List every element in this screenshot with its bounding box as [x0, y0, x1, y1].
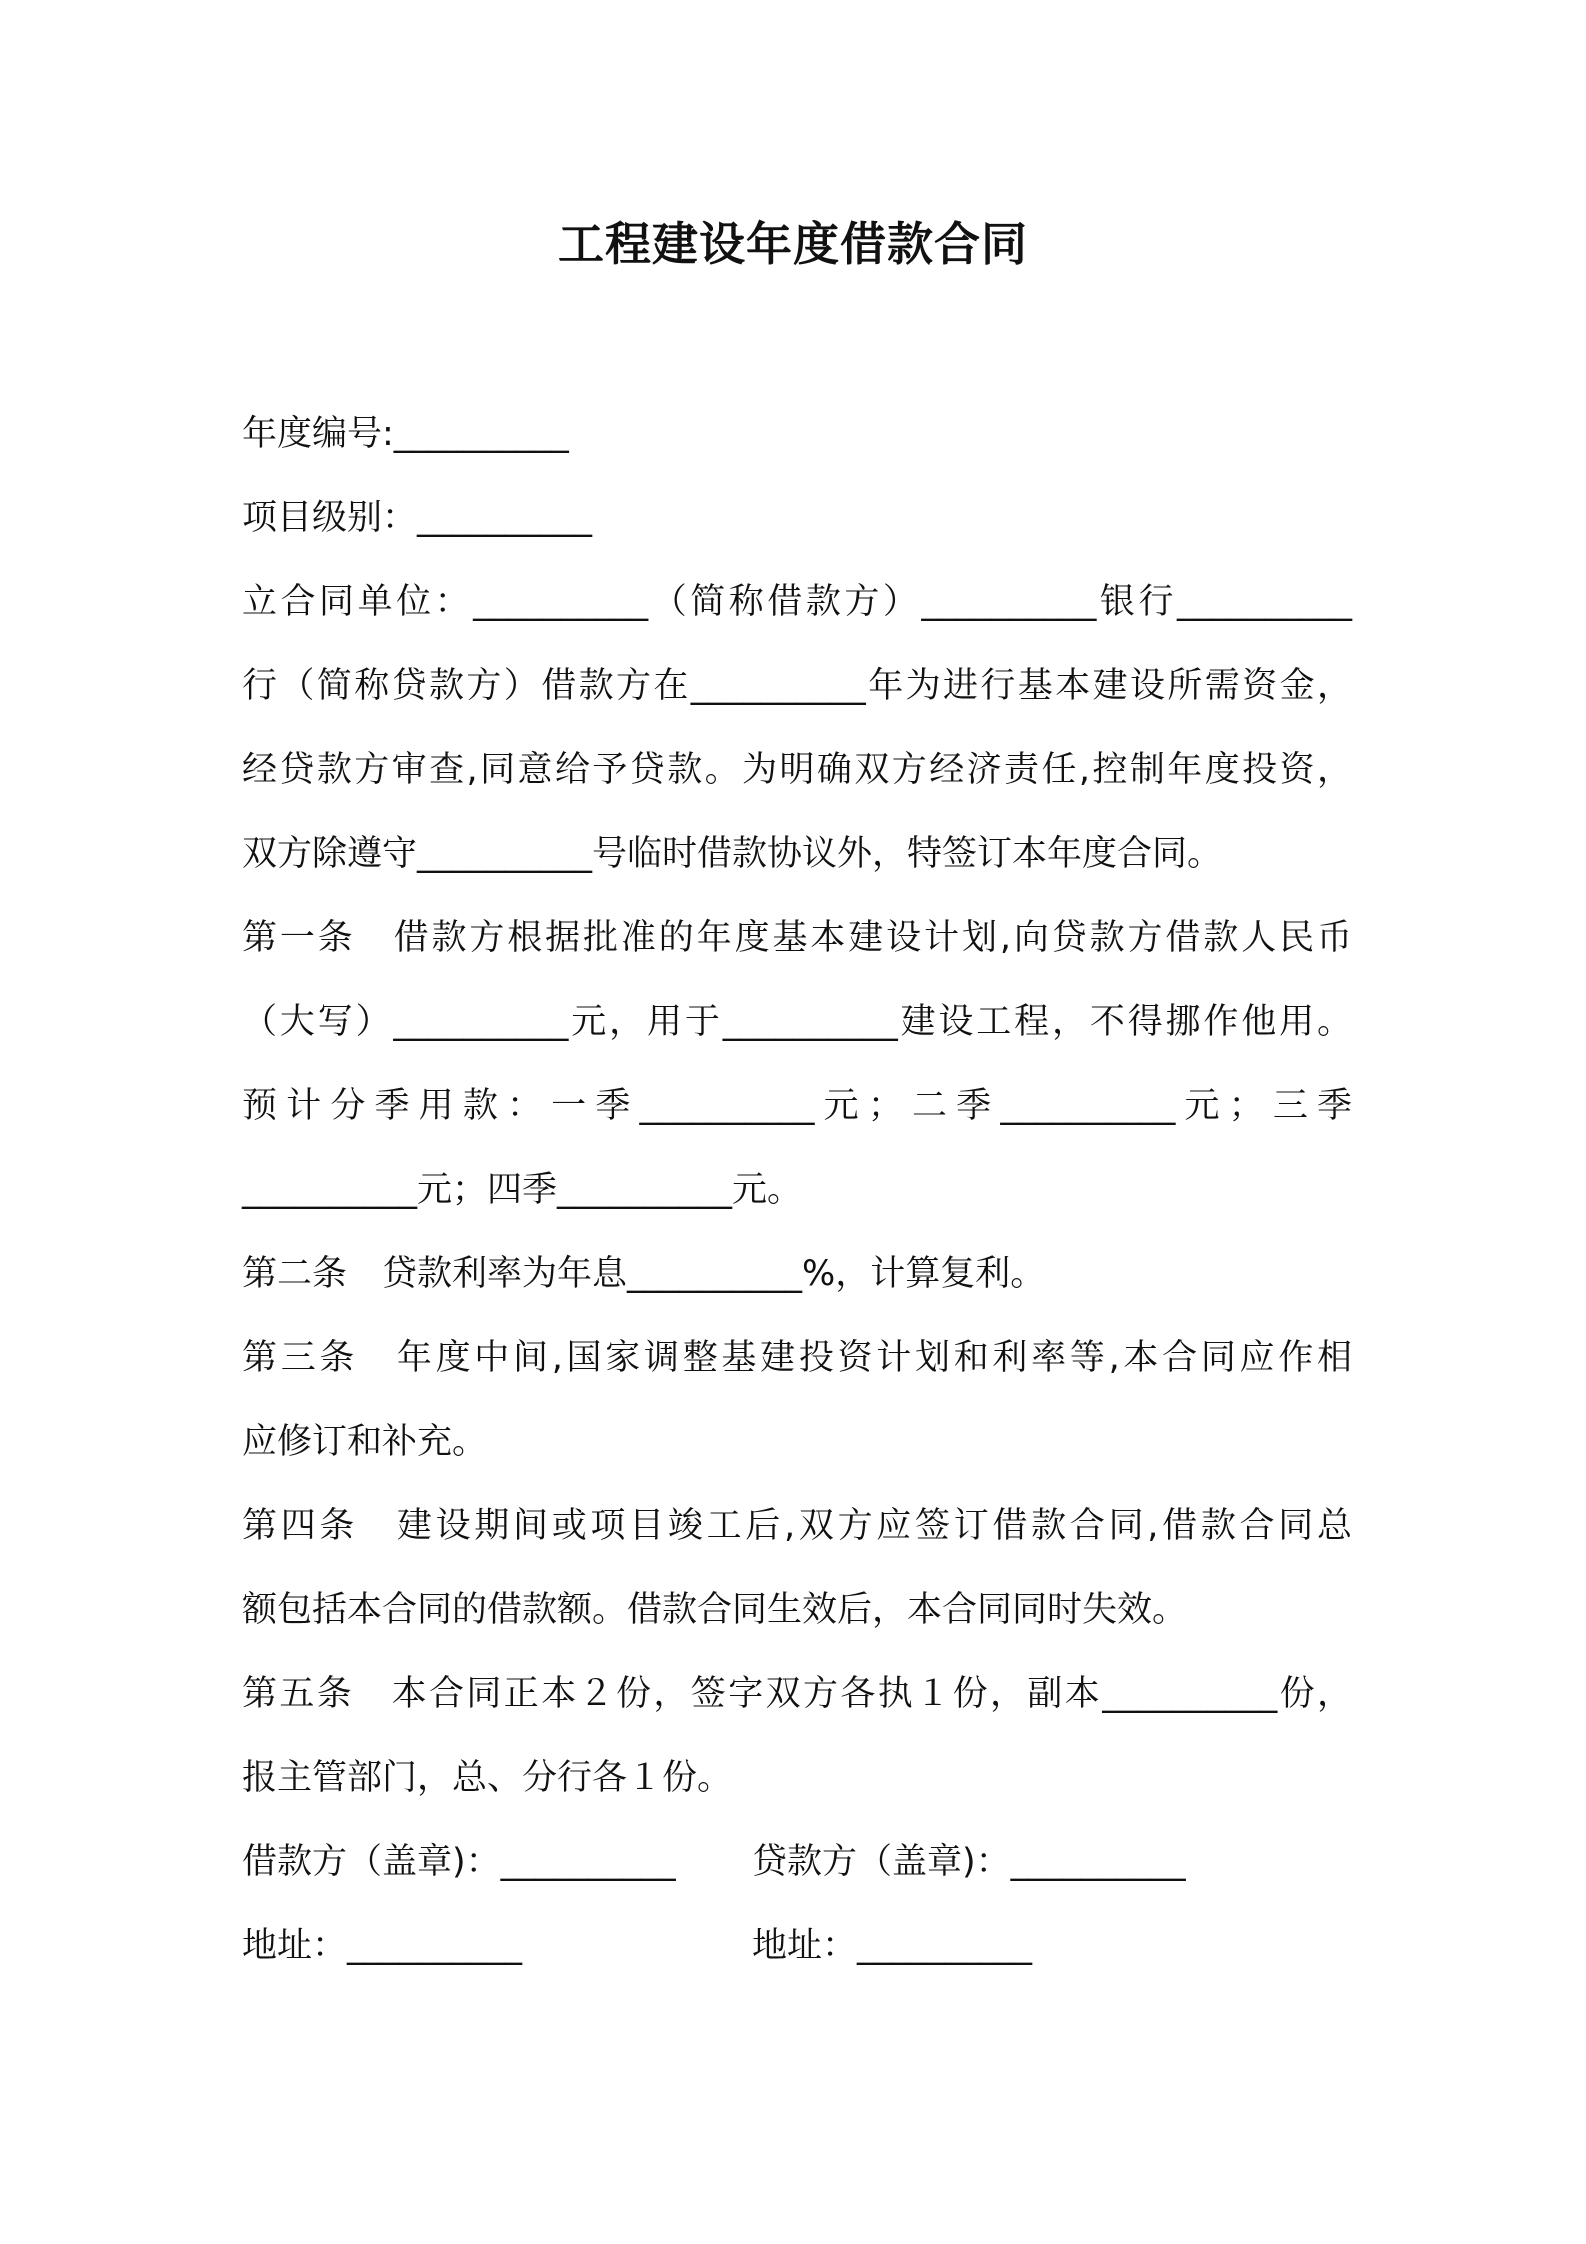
article-4-line-2: 额包括本合同的借款额。借款合同生效后，本合同同时失效。	[242, 1590, 1188, 1630]
lender-seal-field: 贷款方（盖章)：__________	[752, 1842, 1186, 1882]
preamble-line-1: 行（简称贷款方）借款方在__________年为进行基本建设所需资金，	[242, 666, 1352, 706]
article-1-line-1: 第一条 借款方根据批准的年度基本建设计划,向贷款方借款人民币	[242, 918, 1352, 958]
article-2-line: 第二条 贷款利率为年息__________%，计算复利。	[242, 1254, 1046, 1294]
article-3-line-1: 第三条 年度中间,国家调整基建投资计划和利率等,本合同应作相	[242, 1338, 1352, 1378]
article-5-line-1: 第五条 本合同正本２份，签字双方各执１份，副本__________份，	[242, 1674, 1352, 1714]
article-1-line-2: （大写）__________元，用于__________建设工程，不得挪作他用。	[242, 1002, 1352, 1042]
article-1-line-4: __________元；四季__________元。	[242, 1170, 803, 1210]
document-title: 工程建设年度借款合同	[558, 217, 1028, 271]
preamble-line-3: 双方除遵守__________号临时借款协议外，特签订本年度合同。	[242, 834, 1223, 874]
project-level-line: 项目级别：__________	[242, 498, 593, 538]
annual-number-line: 年度编号:__________	[242, 414, 569, 454]
article-3-line-2: 应修订和补充。	[242, 1422, 488, 1462]
article-4-line-1: 第四条 建设期间或项目竣工后,双方应签订借款合同,借款合同总	[242, 1506, 1352, 1546]
preamble-line-2: 经贷款方审查,同意给予贷款。为明确双方经济责任,控制年度投资，	[242, 750, 1352, 790]
lender-address-field: 地址：__________	[752, 1926, 1033, 1966]
article-1-line-3: 预计分季用款：一季__________元；二季__________元；三季	[242, 1086, 1352, 1126]
borrower-address-field: 地址：__________	[242, 1926, 523, 1966]
borrower-seal-field: 借款方（盖章)：__________	[242, 1842, 676, 1882]
article-5-line-2: 报主管部门，总、分行各１份。	[242, 1758, 733, 1798]
contract-parties-line: 立合同单位：__________（简称借款方）__________银行__________	[242, 582, 1352, 622]
